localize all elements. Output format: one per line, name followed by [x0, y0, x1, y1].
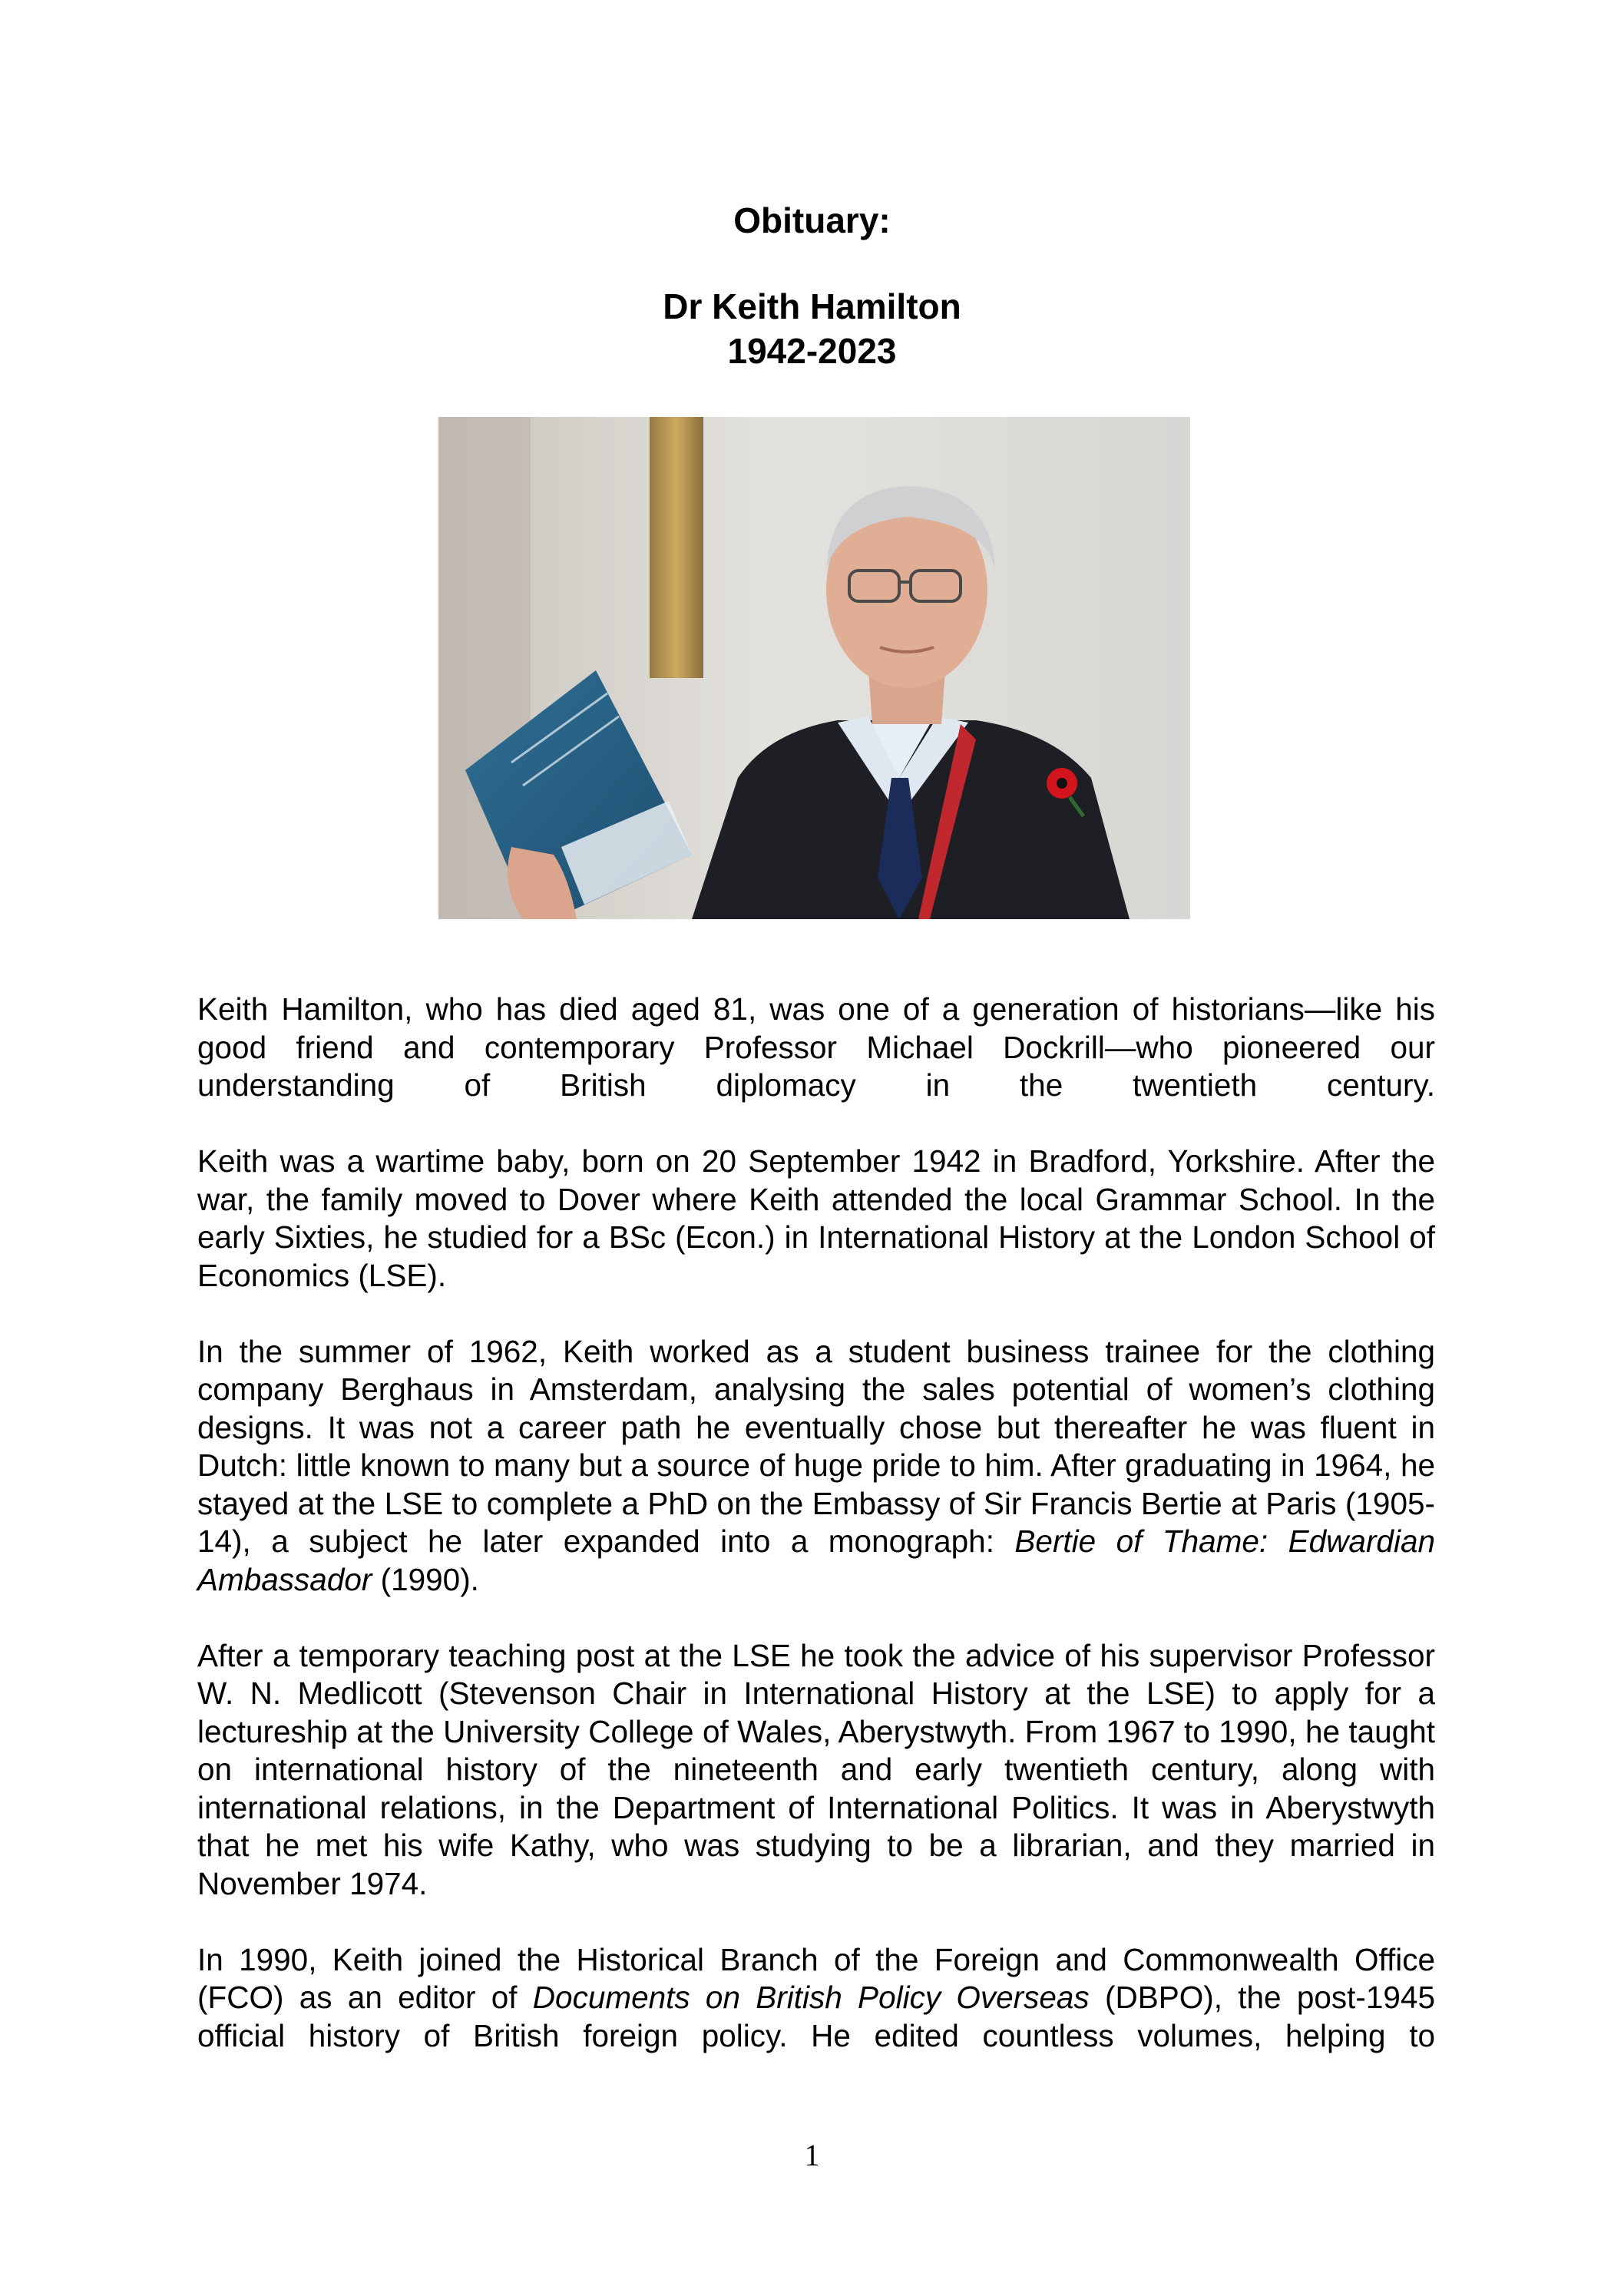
portrait-illustration	[438, 417, 1190, 919]
paragraph-4: After a temporary teaching post at the LSE he took the advice of his supervisor Professor W. N. Medlicott (Stevenson Chair in International History at the LSE) to apply for a lectureship at the University College of Wales, Aberystwyth. From 1967 to 1990, he taught on international history of the nineteenth and early twentieth century, along with international relations, in the Department of International Politics. It was in Aberystwyth that he met his wife Kathy, who was studying to be a librarian, and they married in November 1974.	[197, 1637, 1435, 1901]
portrait-photo	[438, 417, 1190, 919]
paragraph-5-text-end: (DBPO), the post-1945 official history of British foreign policy. He edited countless volumes, helping to	[197, 1980, 1435, 2053]
page-number: 1	[804, 2138, 820, 2172]
subject-name-block	[0, 284, 1624, 373]
paragraph-3	[197, 1333, 1435, 1600]
paragraph-5-text: In 1990, Keith joined the Historical Branch of the Foreign and Commonwealth Office (FCO) as an editor of	[197, 1941, 1435, 2015]
obituary-body	[197, 991, 1435, 2093]
series-title-dbpo: Documents on British Policy Overseas	[532, 1980, 1090, 2015]
paragraph-2: Keith was a wartime baby, born on 20 September 1942 in Bradford, Yorkshire. After the war, the family moved to Dover where Keith attended the local Grammar School. In the early Sixties, he studied for a BSc (Econ.) in International History at the London School of Economics (LSE).	[197, 1143, 1435, 1293]
paragraph-3-text-end: (1990).	[372, 1561, 479, 1597]
paragraph-3-text: In the summer of 1962, Keith worked as a student business trainee for the clothing company Berghaus in Amsterdam, analysing the sales potential of women’s clothing designs. It was not a career path he eventually chose but thereafter he was fluent in Dutch: little known to many but a source of huge pride to him. After graduating in 1964, he stayed at the LSE to complete a PhD on the Embassy of Sir Francis Bertie at Paris (1905-14), a subject he later expanded into a monograph:	[197, 1333, 1435, 1559]
obituary-heading-text: Obituary:	[733, 200, 891, 240]
subject-name: Dr Keith Hamilton	[663, 286, 961, 326]
paragraph-5	[197, 1941, 1435, 2056]
book-title-bertie: Bertie of Thame: Edwardian Ambassador	[197, 1523, 1435, 1597]
obituary-heading	[0, 198, 1624, 243]
subject-dates: 1942-2023	[727, 331, 897, 371]
paragraph-1: Keith Hamilton, who has died aged 81, was one of a generation of historians—like his good friend and contemporary Professor Michael Dockrill—who pioneered our understanding of British diplomacy in the twentieth century.	[197, 991, 1435, 1103]
